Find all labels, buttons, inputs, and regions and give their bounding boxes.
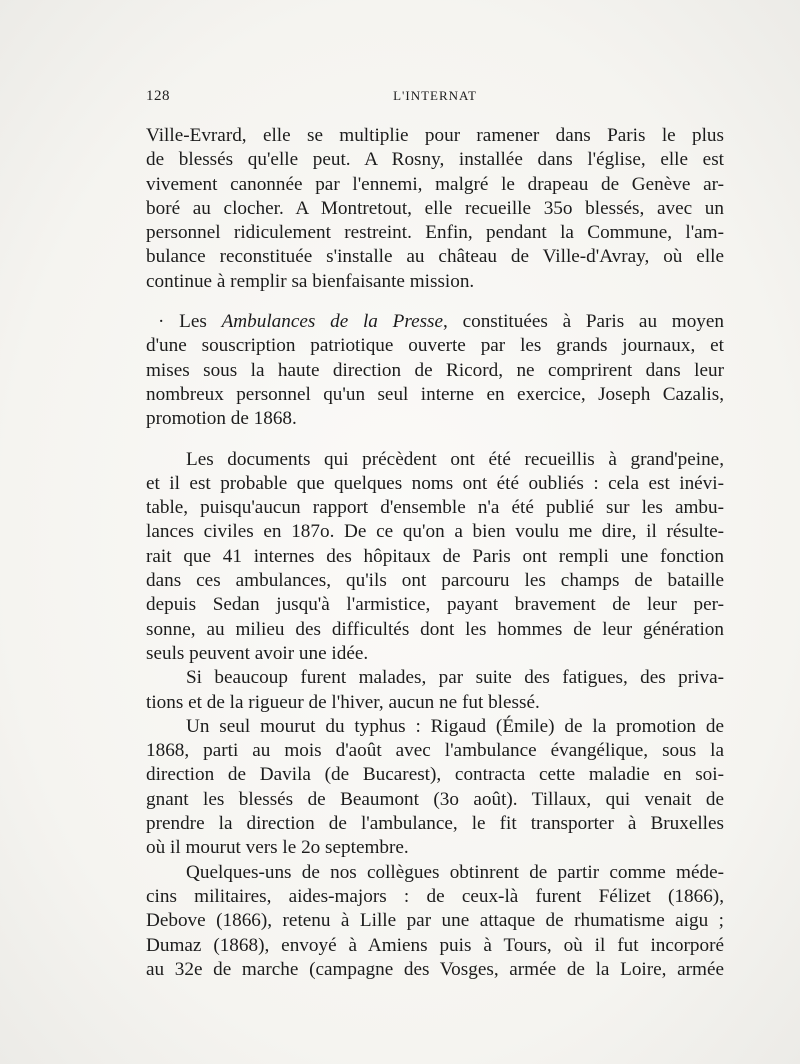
text-line: sonne, au milieu des difficultés dont les hommes de leur génération <box>146 618 724 640</box>
line-suffix: , constituées à Paris au moyen <box>443 311 725 333</box>
text-line: continue à remplir sa bienfaisante mission. <box>146 270 475 292</box>
text-line: tions et de la rigueur de l'hiver, aucun ne fut blessé. <box>146 691 540 713</box>
text-line: bulance reconstituée s'installe au château de Ville-d'Avray, où elle <box>146 246 724 268</box>
text-line: Quelques-uns de nos collègues obtinrent de partir comme méde- <box>186 861 724 883</box>
text-line: Les documents qui précèdent ont été recueillis à grand'peine, <box>186 448 724 470</box>
text-line: cins militaires, aides-majors : de ceux-là furent Félizet (1866), <box>146 885 724 907</box>
text-line: de blessés qu'elle peut. A Rosny, installée dans l'église, elle est <box>146 149 724 171</box>
text-line: nombreux personnel qu'un seul interne en exercice, Joseph Cazalis, <box>146 383 724 405</box>
running-title: L'INTERNAT <box>393 88 477 103</box>
page-number: 128 <box>146 88 170 104</box>
page-header <box>146 88 724 108</box>
text-line: table, puisqu'aucun rapport d'ensemble n'a été publié sur les ambu- <box>146 497 724 519</box>
text-line: prendre la direction de l'ambulance, le fit transporter à Bruxelles <box>146 813 724 835</box>
text-line: promotion de 1868. <box>146 408 297 430</box>
paragraph-4 <box>146 666 724 715</box>
text-line: vivement canonnée par l'ennemi, malgré le drapeau de Genève ar- <box>146 173 724 195</box>
text-line: Si beaucoup furent malades, par suite des fatigues, des priva- <box>186 667 724 689</box>
text-line <box>146 310 724 334</box>
italic-title: Ambulances de la Presse <box>221 311 444 333</box>
text-line: Debove (1866), retenu à Lille par une attaque de rhumatisme aigu ; <box>146 910 724 932</box>
text-line: lances civiles en 187o. De ce qu'on a bien voulu me dire, il résulte- <box>146 521 724 543</box>
text-line: boré au clocher. A Montretout, elle recueille 35o blessés, avec un <box>146 197 724 219</box>
paragraph-3 <box>146 448 724 667</box>
text-line: Ville-Evrard, elle se multiplie pour ramener dans Paris le plus <box>146 125 724 146</box>
text-line: direction de Davila (de Bucarest), contracta cette maladie en soi- <box>146 764 724 786</box>
text-line: depuis Sedan jusqu'à l'armistice, payant bravement de leur per- <box>146 594 724 616</box>
text-line: Un seul mourut du typhus : Rigaud (Émile) de la promotion de <box>186 715 724 737</box>
paragraph-5 <box>146 715 724 861</box>
text-line: Dumaz (1868), envoyé à Amiens puis à Tours, où il fut incorporé <box>146 934 724 956</box>
text-line: au 32e de marche (campagne des Vosges, armée de la Loire, armée <box>146 958 724 980</box>
paragraph-2 <box>146 310 724 431</box>
text-line: dans ces ambulances, qu'ils ont parcouru les champs de bataille <box>146 570 724 592</box>
text-line: gnant les blessés de Beaumont (3o août). Tillaux, qui venait de <box>146 788 724 810</box>
paragraph-1 <box>146 124 724 294</box>
paragraph-6 <box>146 861 724 982</box>
body-text <box>146 124 724 982</box>
line-prefix: · Les <box>158 311 222 333</box>
text-line: où il mourut vers le 2o septembre. <box>146 837 409 859</box>
text-line: seuls peuvent avoir une idée. <box>146 642 369 664</box>
text-line: mises sous la haute direction de Ricord, ne comprirent dans leur <box>146 359 724 381</box>
text-line: personnel ridiculement restreint. Enfin, pendant la Commune, l'am- <box>146 222 724 244</box>
text-line: et il est probable que quelques noms ont été oubliés : cela est inévi- <box>146 472 724 494</box>
text-line: rait que 41 internes des hôpitaux de Paris ont rempli une fonction <box>146 545 724 567</box>
text-line: 1868, parti au mois d'août avec l'ambulance évangélique, sous la <box>146 740 724 762</box>
text-line: d'une souscription patriotique ouverte par les grands journaux, et <box>146 335 724 357</box>
